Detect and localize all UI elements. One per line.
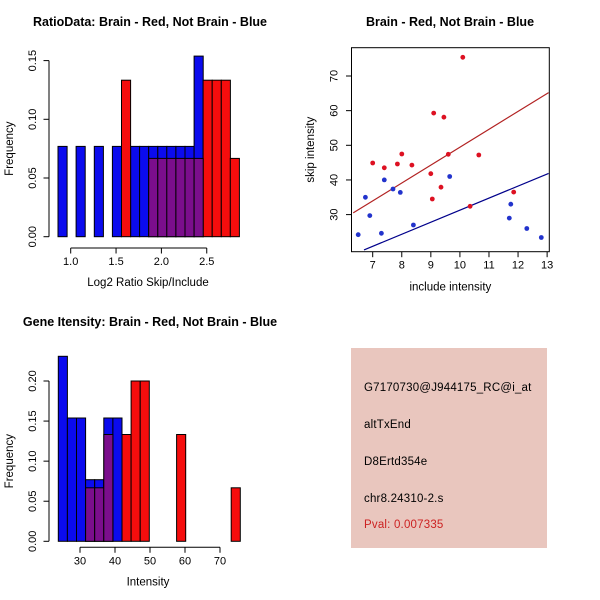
overlap-purple-bar — [158, 158, 167, 236]
not-brain-blue-point — [398, 190, 403, 195]
x-tick-label: 11 — [483, 259, 495, 272]
brain-red-bar — [230, 158, 239, 236]
not-brain-blue-point — [382, 178, 387, 183]
not-brain-blue-point — [391, 187, 396, 192]
brain-red-bar — [140, 381, 149, 541]
plot-box — [352, 48, 550, 252]
x-tick-label: 30 — [73, 555, 87, 568]
x-tick-label: 70 — [213, 555, 227, 568]
overlap-purple-bar — [149, 158, 158, 236]
location-text: chr8.24310-2.s — [364, 493, 444, 505]
not-brain-blue-point — [356, 232, 361, 237]
ratio-histogram-chart — [0, 0, 300, 300]
panel-ratio-histogram — [0, 0, 300, 300]
y-tick-label: 0.10 — [27, 450, 39, 472]
x-tick-label: 2.5 — [199, 256, 215, 268]
brain-red-point — [511, 190, 516, 195]
brain-red-bar — [122, 435, 131, 542]
chart-title: Gene Itensity: Brain - Red, Not Brain - Blue — [22, 315, 278, 329]
x-tick-label: 12 — [511, 259, 525, 272]
not-brain-blue-bar — [131, 146, 140, 236]
x-tick-label: 7 — [369, 259, 376, 272]
x-axis-title: Log2 Ratio Skip/Include — [87, 277, 209, 289]
y-tick-label: 0.00 — [27, 530, 39, 553]
y-tick-label: 0.05 — [27, 167, 39, 189]
panel-gene-info — [300, 300, 600, 600]
brain-red-bar — [212, 80, 221, 237]
not-brain-blue-bar — [140, 146, 149, 236]
y-tick-label: 40 — [328, 173, 341, 187]
brain-red-point — [431, 111, 436, 116]
brain-red-point — [476, 153, 481, 158]
panel-gene-intensity-histogram — [0, 300, 300, 600]
y-tick-label: 0.15 — [27, 410, 39, 432]
overlap-purple-bar — [95, 488, 104, 542]
x-tick-label: 1.5 — [108, 256, 124, 268]
brain-red-point — [428, 171, 433, 176]
event-type-text: altTxEnd — [364, 419, 411, 431]
overlap-purple-bar — [104, 435, 113, 542]
chart-title: RatioData: Brain - Red, Not Brain - Blue — [32, 15, 268, 29]
x-tick-label: 40 — [108, 555, 122, 568]
y-tick-label: 0.10 — [27, 108, 39, 131]
overlap-purple-bar — [185, 158, 194, 236]
x-axis-title: Intensity — [126, 576, 170, 589]
x-tick-label: 50 — [143, 555, 157, 568]
y-tick-label: 70 — [328, 69, 341, 83]
brain-red-point — [399, 152, 404, 157]
gene-intensity-histogram-chart — [0, 300, 300, 600]
y-axis-title: Frequency — [4, 433, 16, 489]
brain-red-point — [370, 161, 375, 166]
not-brain-blue-point — [524, 226, 529, 231]
gene-info-box — [351, 348, 547, 548]
x-tick-label: 10 — [453, 259, 467, 272]
brain-fit-line — [353, 93, 548, 213]
brain-red-point — [430, 197, 435, 202]
probe-id-text: G7170730@J944175_RC@i_at — [364, 382, 532, 394]
panel-intensity-scatter — [300, 0, 600, 300]
not-brain-fit-line — [364, 173, 549, 250]
y-tick-label: 0.20 — [27, 370, 39, 392]
x-tick-label: 2.0 — [153, 256, 170, 268]
not-brain-blue-bar — [77, 418, 86, 541]
x-tick-label: 1.0 — [63, 256, 79, 268]
brain-red-point — [460, 55, 465, 60]
not-brain-blue-point — [367, 213, 372, 218]
brain-red-point — [446, 152, 451, 157]
brain-red-bar — [131, 381, 140, 541]
y-axis-title: Frequency — [4, 121, 16, 176]
y-tick-label: 0.05 — [27, 490, 39, 512]
x-tick-label: 9 — [427, 259, 434, 272]
overlap-purple-bar — [176, 158, 185, 236]
not-brain-blue-bar — [94, 146, 103, 236]
x-tick-label: 60 — [178, 555, 192, 568]
not-brain-blue-bar — [67, 418, 76, 541]
brain-red-bar — [221, 80, 230, 237]
not-brain-blue-bar — [112, 146, 121, 236]
overlap-purple-bar — [86, 488, 95, 542]
not-brain-blue-point — [447, 174, 452, 179]
not-brain-blue-point — [411, 223, 416, 228]
overlap-purple-bar — [167, 158, 176, 236]
brain-red-bar — [203, 80, 212, 237]
not-brain-blue-point — [508, 202, 513, 207]
y-tick-label: 30 — [328, 208, 341, 221]
not-brain-blue-point — [539, 235, 544, 240]
brain-red-bar — [177, 435, 186, 542]
y-tick-label: 0.15 — [27, 49, 39, 72]
x-tick-label: 8 — [398, 259, 405, 272]
intensity-scatter-chart — [300, 0, 600, 300]
brain-red-point — [439, 185, 444, 190]
not-brain-blue-bar — [58, 146, 67, 236]
brain-red-point — [382, 165, 387, 170]
y-tick-label: 60 — [328, 104, 341, 117]
x-tick-label: 13 — [540, 259, 554, 272]
brain-red-point — [410, 163, 415, 168]
not-brain-blue-bar — [76, 146, 85, 236]
pval-text: Pval: 0.007335 — [364, 519, 444, 531]
not-brain-blue-bar — [113, 418, 122, 541]
brain-red-point — [442, 115, 447, 120]
brain-red-bar — [122, 80, 131, 237]
not-brain-blue-point — [363, 195, 368, 200]
y-axis-title: skip intensity — [305, 116, 317, 183]
chart-title: Brain - Red, Not Brain - Blue — [365, 15, 535, 29]
brain-red-point — [468, 204, 473, 209]
gene-name-text: D8Ertd354e — [364, 456, 428, 468]
not-brain-blue-point — [379, 231, 384, 236]
not-brain-blue-point — [507, 216, 512, 221]
not-brain-blue-bar — [58, 356, 67, 541]
y-tick-label: 0.00 — [27, 225, 39, 248]
x-axis-title: include intensity — [409, 281, 492, 294]
overlap-purple-bar — [194, 158, 203, 236]
brain-red-point — [395, 162, 400, 167]
brain-red-bar — [231, 488, 240, 542]
y-tick-label: 50 — [328, 139, 341, 152]
